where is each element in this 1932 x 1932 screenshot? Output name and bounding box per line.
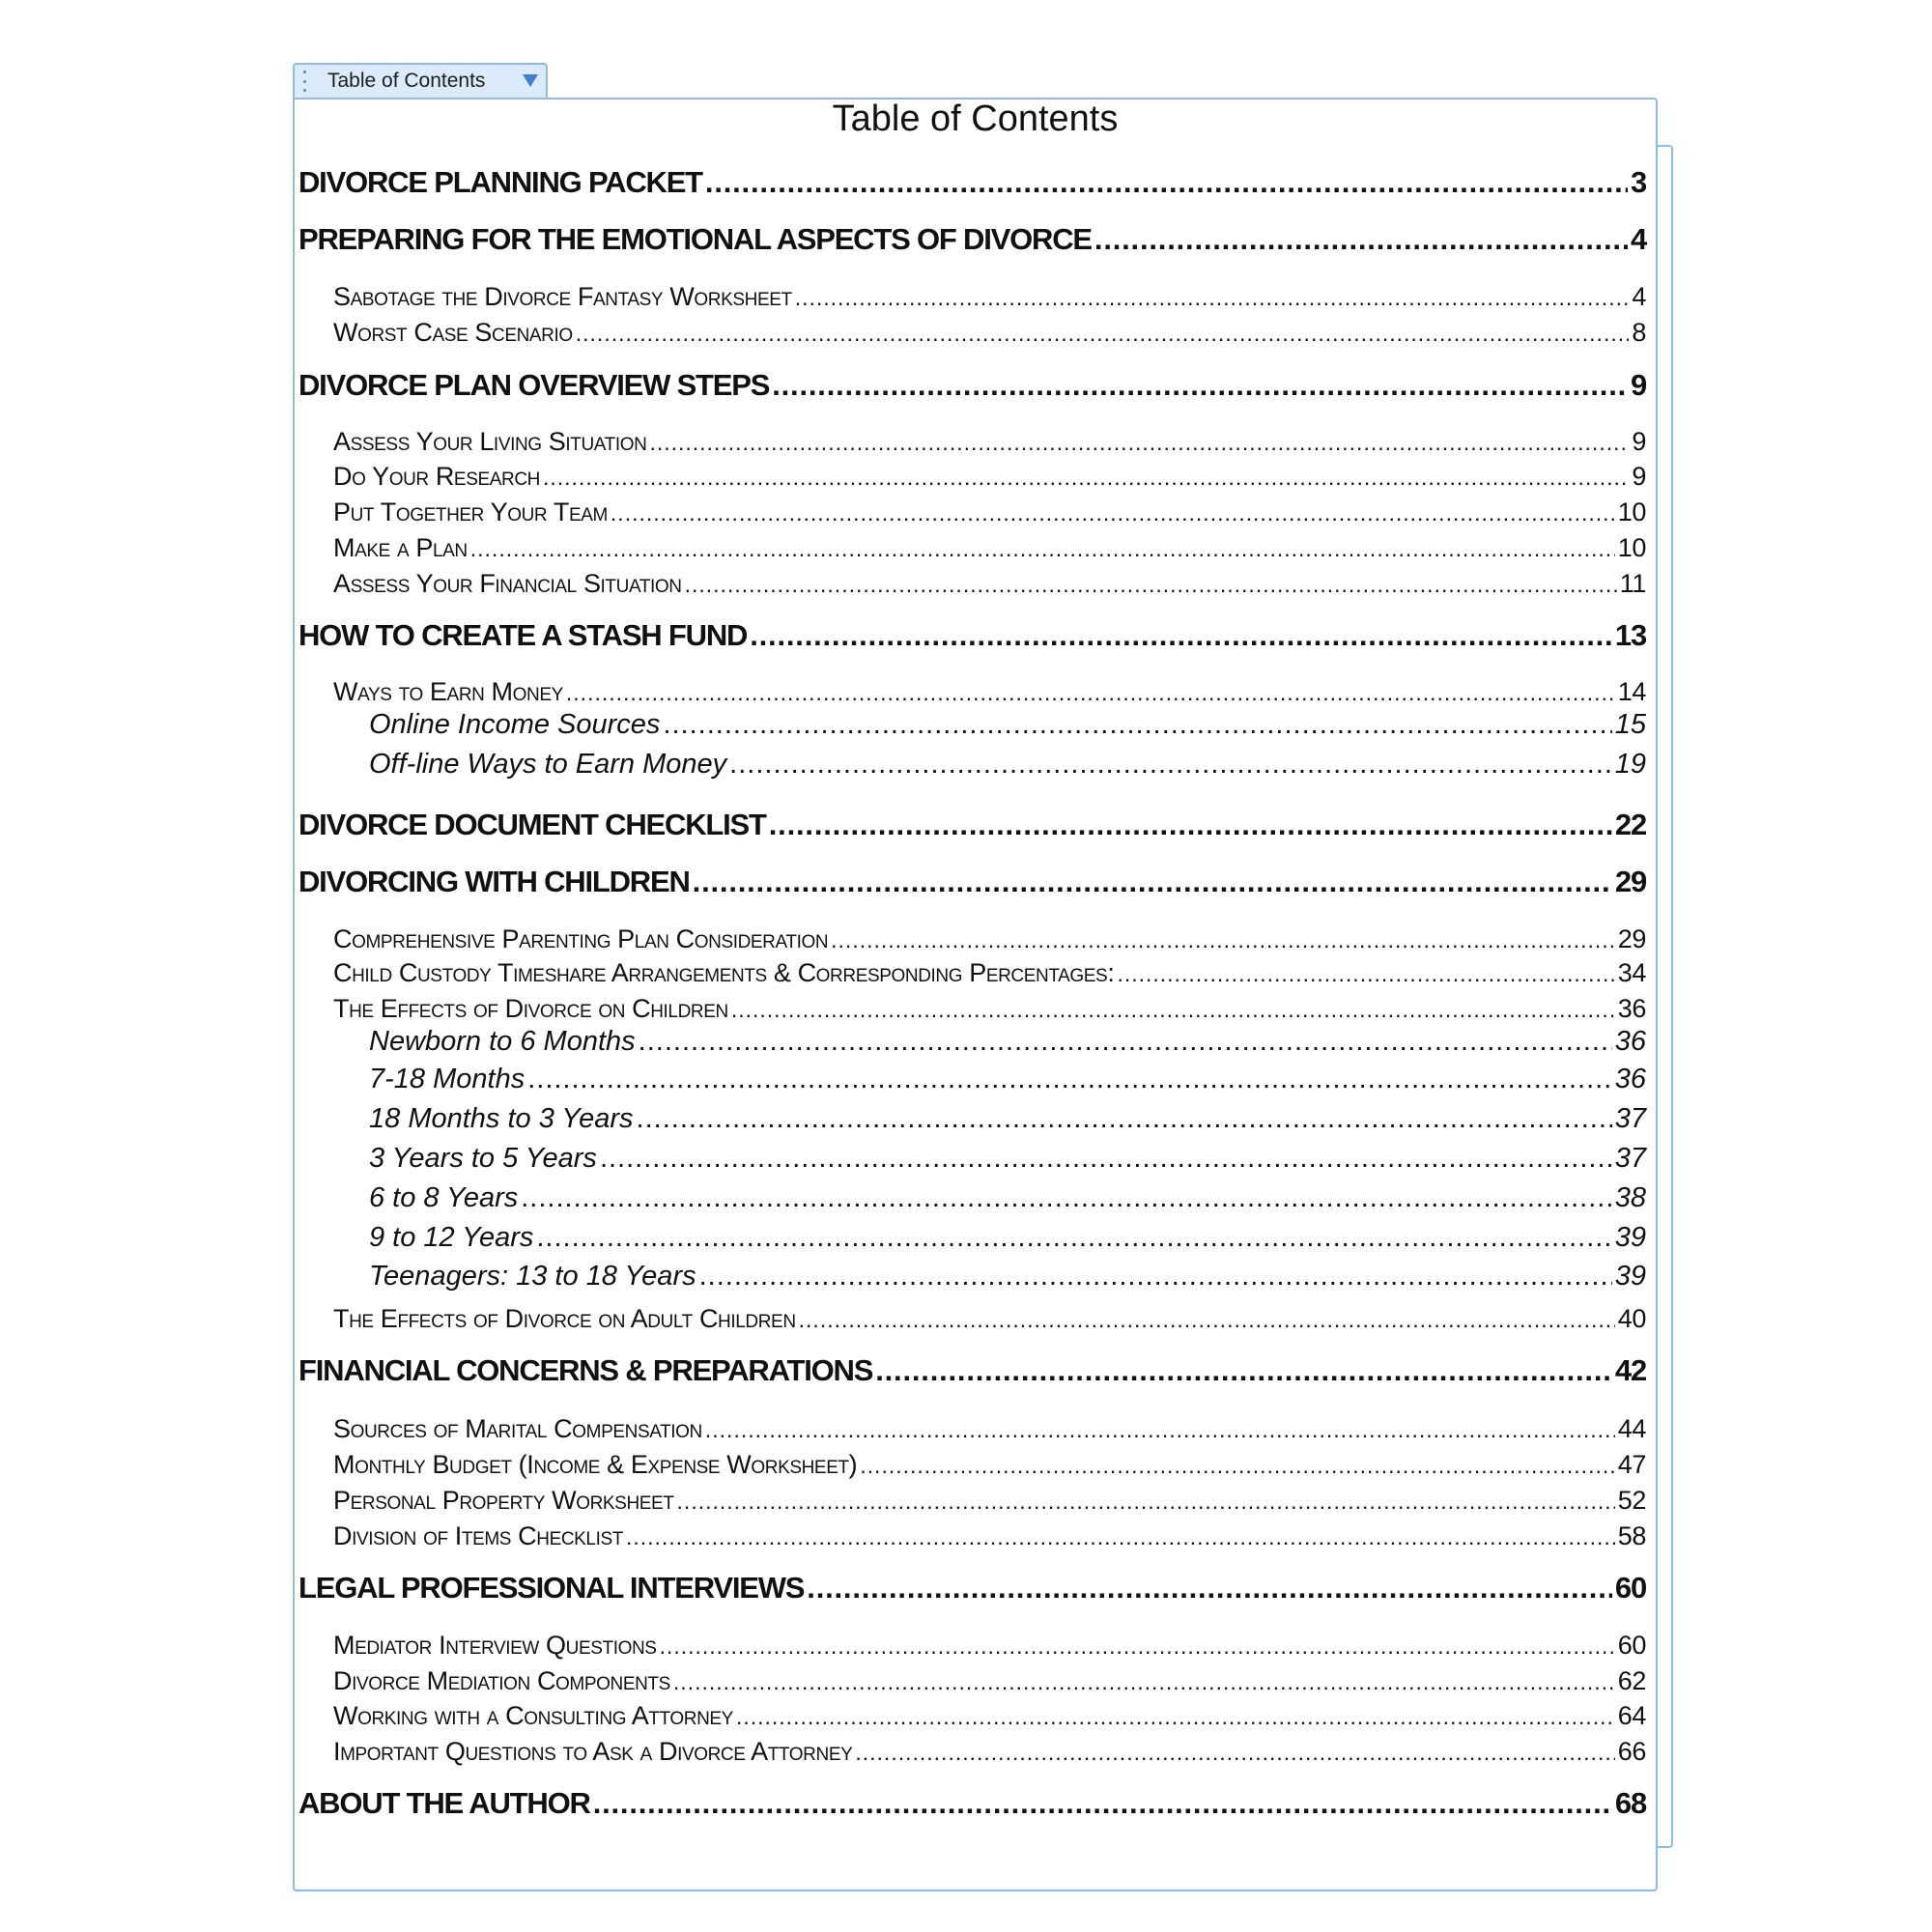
dot-leader <box>693 865 1612 899</box>
toc-title: Table of Contents <box>832 99 1119 139</box>
toc-entry-label: Teenagers: 13 to 18 Years <box>369 1261 696 1292</box>
toc-entry-label: Assess Your Living Situation <box>333 427 647 456</box>
dropdown-arrow-icon[interactable] <box>523 74 538 87</box>
toc-entry[interactable] <box>333 1450 1646 1480</box>
toc-entry-page: 8 <box>1632 318 1646 347</box>
toc-entry-label: Do Your Research <box>333 462 540 491</box>
toc-entry-page: 19 <box>1614 749 1646 780</box>
dot-leader <box>705 1417 1615 1443</box>
toc-entry[interactable] <box>333 462 1646 492</box>
toc-entry-page: 29 <box>1617 924 1646 953</box>
toc-entry-label: Division of Items Checklist <box>333 1521 623 1550</box>
toc-entry-page: 44 <box>1617 1414 1646 1443</box>
dot-leader <box>673 1669 1615 1695</box>
toc-entry[interactable] <box>333 1521 1646 1551</box>
toc-entry-label: Important Questions to Ask a Divorce Attorney <box>333 1737 853 1766</box>
toc-entry-page: 40 <box>1617 1304 1646 1333</box>
toc-entry-label: 18 Months to 3 Years <box>369 1103 634 1134</box>
dot-leader <box>1094 222 1628 257</box>
toc-entry-page: 11 <box>1619 569 1646 598</box>
toc-entry-page: 68 <box>1614 1786 1646 1820</box>
toc-entry[interactable] <box>369 1026 1646 1058</box>
toc-entry-label: DIVORCE PLANNING PACKET <box>298 165 702 199</box>
toc-entry-label: Monthly Budget (Income & Expense Worksheet) <box>333 1450 858 1479</box>
toc-entry[interactable] <box>369 1182 1646 1214</box>
dot-leader <box>860 1453 1614 1479</box>
toc-entry-page: 9 <box>1632 427 1646 456</box>
dot-leader <box>593 1786 1612 1821</box>
toc-entry[interactable] <box>298 865 1646 899</box>
toc-entry-label: Comprehensive Parenting Plan Consideration <box>333 924 829 953</box>
frame-edge <box>1656 145 1673 1848</box>
toc-entry-label: Divorce Mediation Components <box>333 1666 670 1695</box>
toc-field-tab-label: Table of Contents <box>327 70 486 92</box>
toc-entry-label: Newborn to 6 Months <box>369 1026 636 1057</box>
dot-leader <box>799 1307 1615 1333</box>
toc-entry-label: The Effects of Divorce on Children <box>333 994 728 1023</box>
toc-entry[interactable] <box>298 1353 1646 1388</box>
toc-entry-label: LEGAL PROFESSIONAL INTERVIEWS <box>298 1571 805 1605</box>
dot-leader <box>527 1064 1612 1095</box>
dot-leader <box>566 680 1615 706</box>
toc-entry[interactable] <box>369 709 1646 741</box>
toc-entry-page: 29 <box>1614 865 1646 898</box>
toc-entry-label: Assess Your Financial Situation <box>333 569 682 598</box>
toc-entry[interactable] <box>333 924 1646 954</box>
toc-entry[interactable] <box>333 318 1646 348</box>
toc-entry-page: 9 <box>1630 368 1646 402</box>
toc-entry[interactable] <box>298 618 1646 653</box>
dot-leader <box>807 1571 1612 1605</box>
toc-entry-page: 37 <box>1614 1143 1646 1174</box>
toc-entry-page: 39 <box>1614 1222 1646 1253</box>
toc-entry-label: Mediator Interview Questions <box>333 1631 657 1660</box>
dot-leader <box>649 430 1629 456</box>
dot-leader <box>769 808 1612 842</box>
toc-entry-label: FINANCIAL CONCERNS & PREPARATIONS <box>298 1353 873 1387</box>
toc-entry-label: Child Custody Timeshare Arrangements & Corresponding Percentages: <box>333 958 1115 987</box>
toc-entry-page: 15 <box>1614 709 1646 740</box>
toc-entry-label: Put Together Your Team <box>333 497 608 526</box>
toc-entry[interactable] <box>298 1571 1646 1605</box>
toc-entry-label: ABOUT THE AUTHOR <box>298 1786 590 1820</box>
toc-entry-page: 42 <box>1614 1353 1646 1387</box>
dot-leader <box>536 1222 1611 1254</box>
dot-leader <box>663 709 1611 741</box>
toc-entry-label: Personal Property Worksheet <box>333 1486 674 1515</box>
toc-entry[interactable] <box>333 1737 1646 1767</box>
toc-entry-label: HOW TO CREATE A STASH FUND <box>298 618 748 652</box>
dot-leader <box>685 572 1617 598</box>
toc-entry[interactable] <box>298 808 1646 842</box>
toc-entry-label: Working with a Consulting Attorney <box>333 1701 733 1730</box>
toc-entry-page: 36 <box>1617 994 1646 1023</box>
toc-entry-label: DIVORCE PLAN OVERVIEW STEPS <box>298 368 770 402</box>
toc-entry-page: 60 <box>1617 1631 1646 1660</box>
dot-leader <box>699 1261 1612 1293</box>
toc-entry-page: 4 <box>1630 222 1646 256</box>
dot-leader <box>875 1353 1612 1388</box>
dot-leader <box>600 1143 1612 1175</box>
dot-leader <box>639 1026 1612 1058</box>
dot-leader <box>729 749 1612 781</box>
toc-entry[interactable] <box>333 569 1646 599</box>
toc-entry-label: DIVORCING WITH CHILDREN <box>298 865 690 898</box>
dot-leader <box>731 997 1615 1023</box>
toc-entry-label: 6 to 8 Years <box>369 1182 519 1213</box>
toc-entry[interactable] <box>298 1786 1646 1821</box>
dot-leader <box>1117 961 1614 987</box>
dot-leader <box>772 368 1628 403</box>
toc-entry[interactable] <box>333 958 1646 988</box>
toc-entry-page: 22 <box>1614 808 1646 841</box>
toc-entry[interactable] <box>333 1486 1646 1516</box>
toc-entry[interactable] <box>369 1143 1646 1175</box>
toc-entry-label: Online Income Sources <box>369 709 661 740</box>
toc-entry-label: Worst Case Scenario <box>333 318 573 347</box>
toc-entry-label: The Effects of Divorce on Adult Children <box>333 1304 796 1333</box>
dot-leader <box>576 321 1630 347</box>
toc-entry[interactable] <box>333 497 1646 527</box>
toc-entry-page: 39 <box>1614 1261 1646 1292</box>
dot-leader <box>521 1182 1611 1214</box>
toc-entry[interactable] <box>298 165 1646 200</box>
toc-entry-page: 66 <box>1617 1737 1646 1766</box>
toc-entry-label: Make a Plan <box>333 533 468 562</box>
toc-entry[interactable] <box>333 1304 1646 1334</box>
toc-entry-page: 4 <box>1632 282 1646 311</box>
dot-leader <box>660 1634 1615 1660</box>
toc-entry[interactable] <box>369 749 1646 781</box>
dot-leader <box>705 165 1628 200</box>
toc-entry[interactable] <box>333 427 1646 457</box>
toc-entry[interactable] <box>333 1666 1646 1696</box>
dot-leader <box>750 618 1612 653</box>
toc-entry-label: Sabotage the Divorce Fantasy Worksheet <box>333 282 792 311</box>
dot-leader <box>611 500 1615 526</box>
dot-leader <box>470 536 1615 562</box>
toc-entry-page: 47 <box>1617 1450 1646 1479</box>
toc-entry[interactable] <box>333 994 1646 1024</box>
toc-entry[interactable] <box>369 1103 1646 1135</box>
toc-entry-label: 9 to 12 Years <box>369 1222 534 1253</box>
toc-entry[interactable] <box>369 1222 1646 1254</box>
toc-entry[interactable] <box>369 1261 1646 1293</box>
dot-leader <box>677 1489 1615 1515</box>
toc-entry-page: 58 <box>1617 1521 1646 1550</box>
dot-leader <box>736 1704 1615 1730</box>
toc-entry-label: 7-18 Months <box>369 1064 526 1094</box>
toc-entry-page: 60 <box>1614 1571 1646 1605</box>
toc-entry-label: Sources of Marital Compensation <box>333 1414 702 1443</box>
toc-entry[interactable] <box>298 368 1646 403</box>
toc-entry-page: 10 <box>1617 497 1646 526</box>
toc-entry[interactable] <box>333 282 1646 312</box>
toc-entry-label: Ways to Earn Money <box>333 677 563 706</box>
toc-entry-page: 9 <box>1632 462 1646 491</box>
dot-leader <box>637 1103 1612 1135</box>
toc-entry-page: 52 <box>1617 1486 1646 1515</box>
toc-entry[interactable] <box>333 1701 1646 1731</box>
dot-leader <box>855 1740 1614 1766</box>
toc-entry-page: 10 <box>1617 533 1646 562</box>
toc-entry-page: 36 <box>1614 1026 1646 1057</box>
toc-entry[interactable] <box>333 1414 1646 1444</box>
toc-entry[interactable] <box>333 1631 1646 1661</box>
dot-leader <box>831 927 1615 953</box>
dot-leader <box>626 1524 1615 1550</box>
drag-handle-icon[interactable] <box>300 71 308 92</box>
toc-entry-page: 38 <box>1614 1182 1646 1213</box>
toc-entry-page: 36 <box>1614 1064 1646 1094</box>
toc-entry-page: 14 <box>1617 677 1646 706</box>
toc-field-tab[interactable] <box>293 63 548 98</box>
toc-entry[interactable] <box>298 222 1646 257</box>
toc-entry-page: 64 <box>1617 1701 1646 1730</box>
toc-entry-label: PREPARING FOR THE EMOTIONAL ASPECTS OF DIVORCE <box>298 222 1092 256</box>
toc-entry-label: Off-line Ways to Earn Money <box>369 749 727 780</box>
toc-entry[interactable] <box>333 533 1646 563</box>
dot-leader <box>795 285 1630 311</box>
dot-leader <box>543 465 1629 491</box>
toc-entry-page: 3 <box>1630 165 1646 199</box>
toc-entry-label: 3 Years to 5 Years <box>369 1143 597 1174</box>
toc-entry-page: 62 <box>1617 1666 1646 1695</box>
toc-entry[interactable] <box>333 677 1646 707</box>
toc-entry[interactable] <box>369 1064 1646 1095</box>
toc-entry-page: 13 <box>1614 618 1646 652</box>
toc-entry-page: 37 <box>1614 1103 1646 1134</box>
toc-entry-label: DIVORCE DOCUMENT CHECKLIST <box>298 808 766 841</box>
toc-entry-page: 34 <box>1617 958 1646 987</box>
